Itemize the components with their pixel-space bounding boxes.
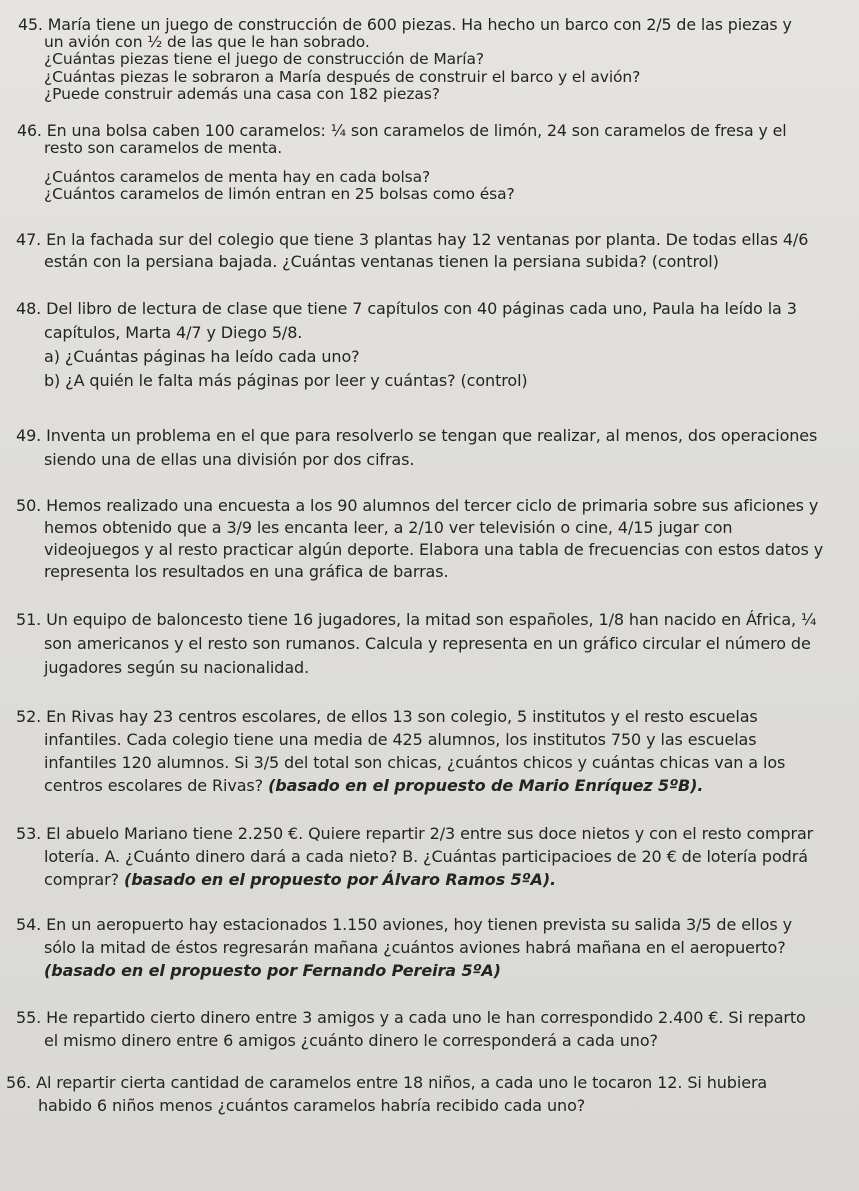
problem-45-line-4: ¿Cuántas piezas le sobraron a María después de construir el barco y el avión?	[44, 68, 641, 86]
problem-51-line-1: 51. Un equipo de baloncesto tiene 16 jugadores, la mitad son españoles, 1/8 han nacido en África, ¼	[16, 610, 817, 629]
problem-52-line-4	[44, 777, 703, 795]
problem-53-attribution: (basado en el propuesto por Álvaro Ramos 5ºA).	[123, 870, 557, 889]
problem-55-line-2: el mismo dinero entre 6 amigos ¿cuánto dinero le corresponderá a cada uno?	[44, 1031, 658, 1050]
problem-52-line-1: 52. En Rivas hay 23 centros escolares, de ellos 13 son colegio, 5 institutos y el resto escuelas	[16, 707, 758, 726]
problem-53-line-2: lotería. A. ¿Cuánto dinero dará a cada nieto? B. ¿Cuántas participacioes de 20 € de lotería podrá	[44, 847, 808, 866]
problem-55-line-1: 55. He repartido cierto dinero entre 3 amigos y a cada uno le han correspondido 2.400 €. Si reparto	[16, 1008, 806, 1027]
problem-46-line-3: ¿Cuántos caramelos de menta hay en cada bolsa?	[44, 168, 431, 186]
problem-45-line-3: ¿Cuántas piezas tiene el juego de construcción de María?	[44, 50, 485, 68]
problem-53-line-1: 53. El abuelo Mariano tiene 2.250 €. Quiere repartir 2/3 entre sus doce nietos y con el resto comprar	[16, 824, 814, 843]
problem-49-line-1: 49. Inventa un problema en el que para resolverlo se tengan que realizar, al menos, dos operaciones	[16, 426, 818, 445]
problem-56-line-2: habido 6 niños menos ¿cuántos caramelos habría recibido cada uno?	[38, 1096, 586, 1115]
problem-51-line-3: jugadores según su nacionalidad.	[44, 658, 310, 677]
problem-48-line-3: a) ¿Cuántas páginas ha leído cada uno?	[44, 347, 360, 366]
problem-49-line-2: siendo una de ellas una división por dos cifras.	[44, 450, 415, 469]
problem-52-line-4-text: centros escolares de Rivas?	[44, 776, 264, 795]
problem-48-line-2: capítulos, Marta 4/7 y Diego 5/8.	[44, 323, 303, 342]
problem-54-attribution: (basado en el propuesto por Fernando Pereira 5ºA)	[44, 961, 501, 980]
problem-48-line-1: 48. Del libro de lectura de clase que tiene 7 capítulos con 40 páginas cada uno, Paula ha leído la 3	[16, 299, 797, 318]
problem-50-line-4: representa los resultados en una gráfica de barras.	[44, 562, 449, 581]
problem-54-line-2: sólo la mitad de éstos regresarán mañana ¿cuántos aviones habrá mañana en el aeropuerto?	[44, 938, 786, 957]
problem-47-line-2: están con la persiana bajada. ¿Cuántas ventanas tienen la persiana subida? (control)	[44, 252, 719, 271]
problem-52-line-2: infantiles. Cada colegio tiene una media de 425 alumnos, los institutos 750 y las escuelas	[44, 730, 757, 749]
problem-53-line-3-text: comprar?	[44, 870, 119, 889]
problem-46-line-2: resto son caramelos de menta.	[44, 139, 283, 157]
problem-52-attribution: (basado en el propuesto de Mario Enríquez 5ºB).	[268, 776, 704, 795]
problem-50-line-3: videojuegos y al resto practicar algún deporte. Elabora una tabla de frecuencias con estos datos y	[44, 540, 824, 559]
problem-50-line-1: 50. Hemos realizado una encuesta a los 90 alumnos del tercer ciclo de primaria sobre sus aficiones y	[16, 496, 819, 515]
problem-45-line-5: ¿Puede construir además una casa con 182 piezas?	[44, 85, 440, 103]
problem-45-line-1: 45. María tiene un juego de construcción de 600 piezas. Ha hecho un barco con 2/5 de las piezas y	[18, 15, 792, 34]
problem-56-line-1: 56. Al repartir cierta cantidad de caramelos entre 18 niños, a cada uno le tocaron 12. Si hubiera	[6, 1073, 768, 1092]
problem-53-line-3	[44, 871, 556, 889]
problem-46-line-4: ¿Cuántos caramelos de limón entran en 25 bolsas como ésa?	[44, 185, 515, 203]
problem-46-line-1: 46. En una bolsa caben 100 caramelos: ¼ son caramelos de limón, 24 son caramelos de fresa y el	[17, 121, 787, 140]
problem-45-line-2: un avión con ½ de las que le han sobrado.	[44, 33, 370, 51]
problem-47-line-1: 47. En la fachada sur del colegio que tiene 3 plantas hay 12 ventanas por planta. De todas ellas 4/6	[16, 230, 809, 249]
problem-48-line-4: b) ¿A quién le falta más páginas por leer y cuántas? (control)	[44, 371, 528, 390]
problem-54-line-1: 54. En un aeropuerto hay estacionados 1.150 aviones, hoy tienen prevista su salida 3/5 de ellos y	[16, 915, 792, 934]
problem-50-line-2: hemos obtenido que a 3/9 les encanta leer, a 2/10 ver televisión o cine, 4/15 jugar con	[44, 518, 733, 537]
problem-52-line-3: infantiles 120 alumnos. Si 3/5 del total son chicas, ¿cuántos chicos y cuántas chicas van a los	[44, 753, 786, 772]
problem-51-line-2: son americanos y el resto son rumanos. Calcula y representa en un gráfico circular el número de	[44, 634, 811, 653]
